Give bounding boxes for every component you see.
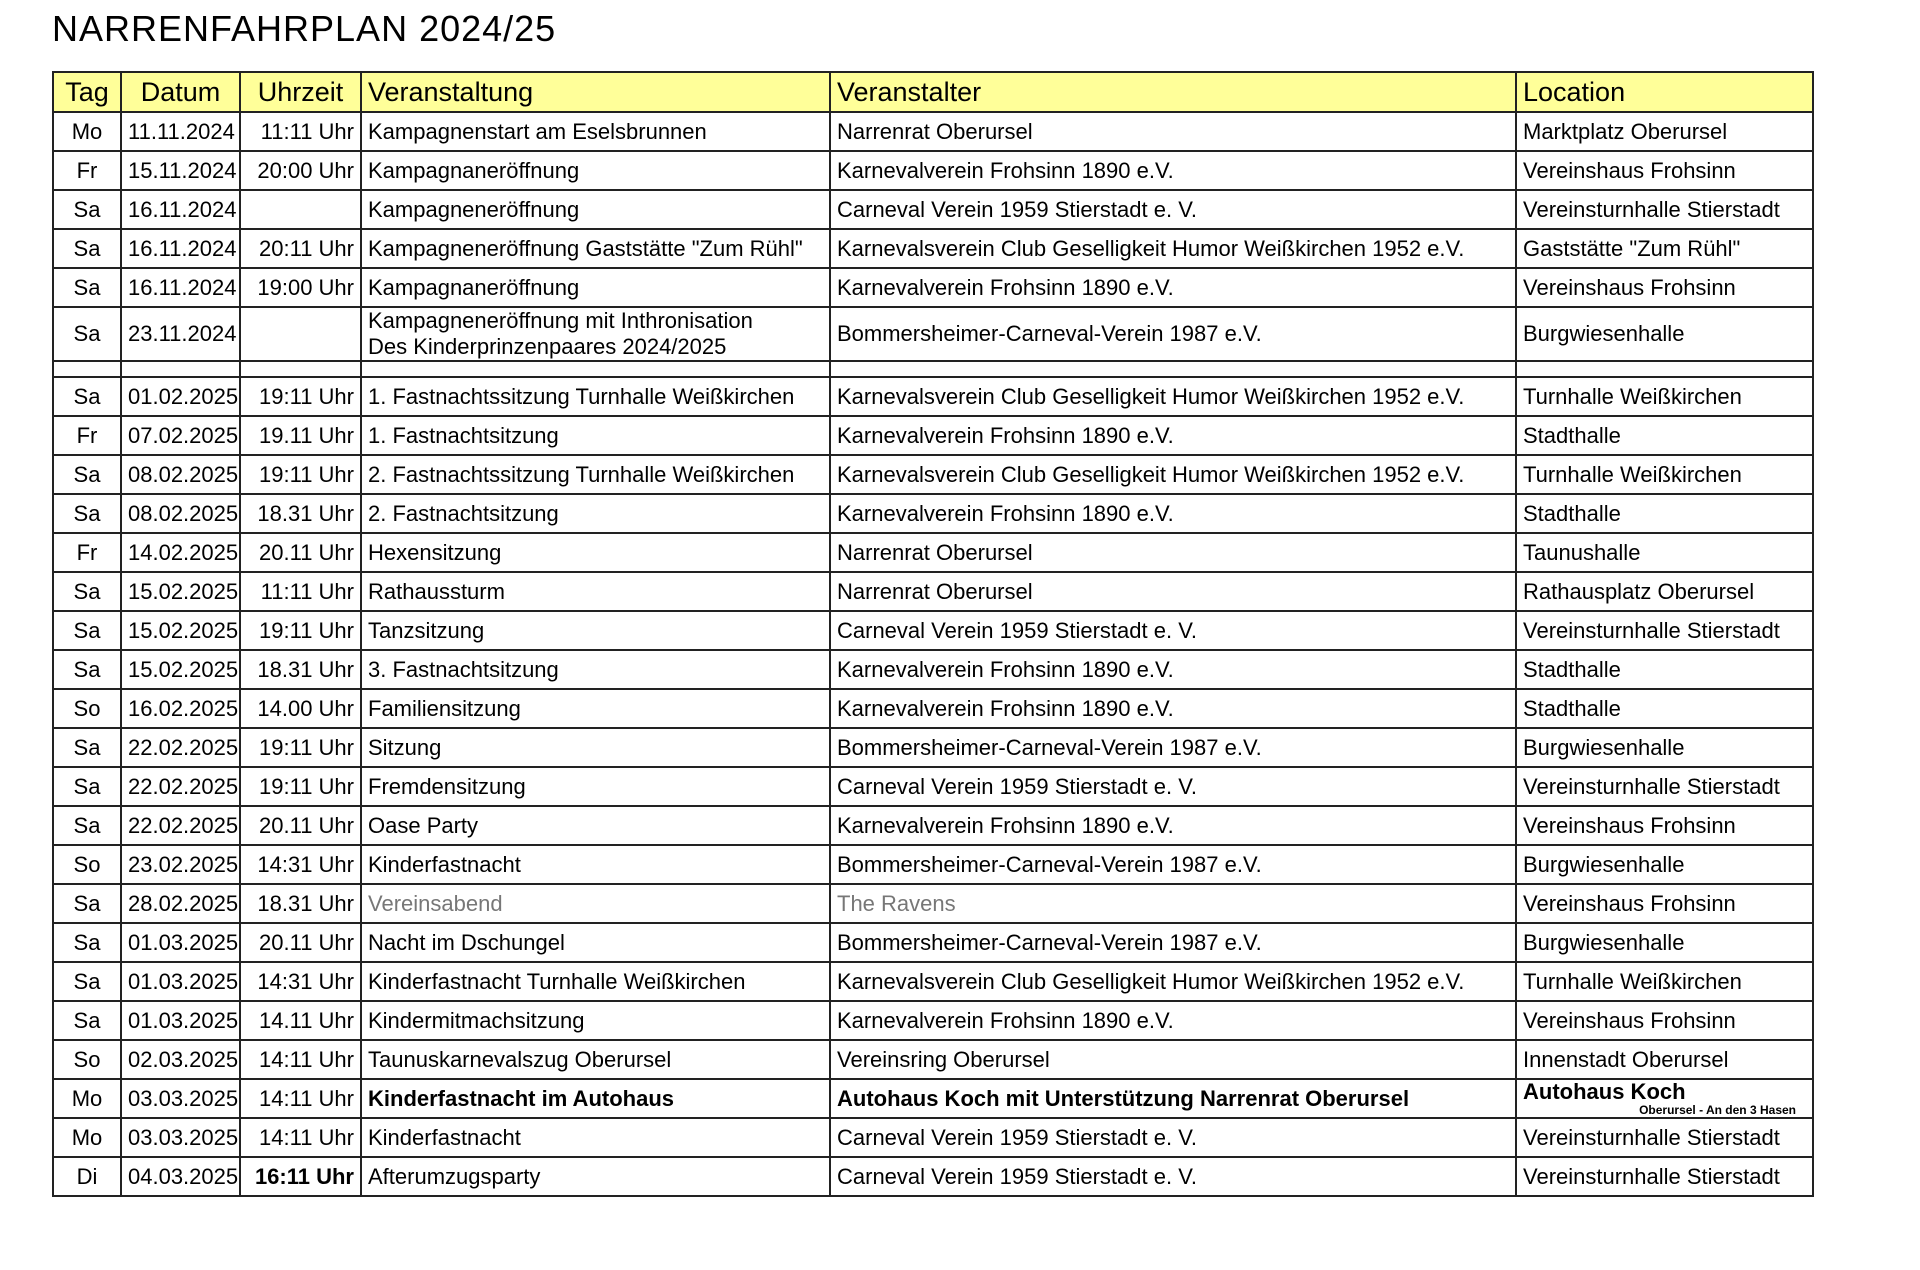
cell-location: Vereinshaus Frohsinn: [1516, 806, 1813, 845]
cell-datum: 01.02.2025: [121, 377, 240, 416]
veranstaltung-line-2: Des Kinderprinzenpaares 2024/2025: [368, 334, 727, 359]
cell-veranstaltung: Kampagnaneröffnung: [361, 151, 830, 190]
cell-veranstalter: Bommersheimer-Carneval-Verein 1987 e.V.: [830, 845, 1516, 884]
veranstaltung-line-1: Kampagneneröffnung mit Inthronisation: [368, 308, 753, 333]
location-sub: Oberursel - An den 3 Hasen: [1639, 1102, 1796, 1117]
cell-datum: 28.02.2025: [121, 884, 240, 923]
cell-veranstaltung: 3. Fastnachtsitzung: [361, 650, 830, 689]
cell-location: Rathausplatz Oberursel: [1516, 572, 1813, 611]
col-header-location: Location: [1516, 72, 1813, 112]
cell-datum: 03.03.2025: [121, 1118, 240, 1157]
table-row: [53, 190, 1813, 229]
cell-veranstalter: Carneval Verein 1959 Stierstadt e. V.: [830, 1157, 1516, 1196]
cell-veranstalter: Karnevalverein Frohsinn 1890 e.V.: [830, 268, 1516, 307]
cell-tag: Sa: [53, 1001, 121, 1040]
cell-location: [1516, 1079, 1813, 1118]
cell-uhrzeit: 14.00 Uhr: [240, 689, 361, 728]
cell-veranstaltung: Kampagneneröffnung Gaststätte "Zum Rühl": [361, 229, 830, 268]
cell-location: Vereinsturnhalle Stierstadt: [1516, 1118, 1813, 1157]
cell-tag: Sa: [53, 268, 121, 307]
cell-veranstalter: Karnevalverein Frohsinn 1890 e.V.: [830, 151, 1516, 190]
col-header-veranstaltung: Veranstaltung: [361, 72, 830, 112]
table-row: [53, 884, 1813, 923]
cell-tag: Sa: [53, 377, 121, 416]
cell-location: Turnhalle Weißkirchen: [1516, 962, 1813, 1001]
cell-location: Marktplatz Oberursel: [1516, 112, 1813, 151]
cell-veranstalter: Karnevalverein Frohsinn 1890 e.V.: [830, 806, 1516, 845]
page-title: NARRENFAHRPLAN 2024/25: [52, 8, 557, 49]
cell-uhrzeit: 19:11 Uhr: [240, 455, 361, 494]
cell-uhrzeit: 11:11 Uhr: [240, 572, 361, 611]
cell-veranstalter: The Ravens: [830, 884, 1516, 923]
cell-location: Turnhalle Weißkirchen: [1516, 455, 1813, 494]
cell-veranstalter: Narrenrat Oberursel: [830, 112, 1516, 151]
cell-veranstaltung: Oase Party: [361, 806, 830, 845]
cell-datum: 23.02.2025: [121, 845, 240, 884]
cell-veranstaltung: 2. Fastnachtssitzung Turnhalle Weißkirchen: [361, 455, 830, 494]
cell-tag: Fr: [53, 416, 121, 455]
spacer-row: [53, 361, 1813, 377]
table-row: [53, 1157, 1813, 1196]
cell-veranstaltung: Kinderfastnacht im Autohaus: [361, 1079, 830, 1118]
cell-veranstalter: Vereinsring Oberursel: [830, 1040, 1516, 1079]
empty-cell: [121, 361, 240, 377]
cell-tag: Sa: [53, 455, 121, 494]
cell-veranstalter: Karnevalsverein Club Geselligkeit Humor Weißkirchen 1952 e.V.: [830, 455, 1516, 494]
empty-cell: [240, 361, 361, 377]
cell-location: Stadthalle: [1516, 689, 1813, 728]
cell-veranstalter: Carneval Verein 1959 Stierstadt e. V.: [830, 190, 1516, 229]
table-row: [53, 689, 1813, 728]
cell-uhrzeit: 20.11 Uhr: [240, 533, 361, 572]
cell-veranstaltung: 1. Fastnachtsitzung: [361, 416, 830, 455]
cell-location: Vereinshaus Frohsinn: [1516, 151, 1813, 190]
cell-tag: Sa: [53, 572, 121, 611]
cell-veranstalter: Karnevalverein Frohsinn 1890 e.V.: [830, 1001, 1516, 1040]
cell-datum: 08.02.2025: [121, 494, 240, 533]
col-header-tag: Tag: [53, 72, 121, 112]
cell-veranstalter: Karnevalsverein Club Geselligkeit Humor Weißkirchen 1952 e.V.: [830, 962, 1516, 1001]
table-row: [53, 268, 1813, 307]
empty-cell: [1516, 361, 1813, 377]
cell-uhrzeit: 19:11 Uhr: [240, 728, 361, 767]
cell-datum: 16.02.2025: [121, 689, 240, 728]
cell-uhrzeit: 14.11 Uhr: [240, 1001, 361, 1040]
table-row: [53, 1118, 1813, 1157]
location-main: Autohaus Koch: [1523, 1079, 1686, 1104]
cell-location: Burgwiesenhalle: [1516, 923, 1813, 962]
cell-veranstaltung: Kampagneneröffnung: [361, 190, 830, 229]
table-row: [53, 229, 1813, 268]
cell-uhrzeit: 20:11 Uhr: [240, 229, 361, 268]
cell-datum: 23.11.2024: [121, 307, 240, 361]
table-row: [53, 533, 1813, 572]
cell-veranstalter: Karnevalverein Frohsinn 1890 e.V.: [830, 689, 1516, 728]
cell-location: Vereinsturnhalle Stierstadt: [1516, 190, 1813, 229]
cell-tag: Mo: [53, 112, 121, 151]
cell-uhrzeit: 18.31 Uhr: [240, 494, 361, 533]
cell-location: Stadthalle: [1516, 650, 1813, 689]
cell-uhrzeit: 20.11 Uhr: [240, 806, 361, 845]
cell-veranstaltung: Tanzsitzung: [361, 611, 830, 650]
cell-location: Burgwiesenhalle: [1516, 845, 1813, 884]
cell-tag: Sa: [53, 923, 121, 962]
cell-location: Burgwiesenhalle: [1516, 728, 1813, 767]
cell-location: Vereinshaus Frohsinn: [1516, 268, 1813, 307]
cell-datum: 15.02.2025: [121, 572, 240, 611]
cell-veranstaltung: Afterumzugsparty: [361, 1157, 830, 1196]
cell-tag: Fr: [53, 533, 121, 572]
cell-veranstalter: Karnevalverein Frohsinn 1890 e.V.: [830, 494, 1516, 533]
cell-tag: Sa: [53, 190, 121, 229]
cell-tag: Sa: [53, 728, 121, 767]
table-row: [53, 1040, 1813, 1079]
cell-location: Vereinshaus Frohsinn: [1516, 1001, 1813, 1040]
cell-veranstaltung: 1. Fastnachtssitzung Turnhalle Weißkirchen: [361, 377, 830, 416]
cell-datum: 07.02.2025: [121, 416, 240, 455]
empty-cell: [830, 361, 1516, 377]
cell-tag: Sa: [53, 767, 121, 806]
cell-veranstalter: Autohaus Koch mit Unterstützung Narrenrat Oberursel: [830, 1079, 1516, 1118]
cell-datum: 16.11.2024: [121, 268, 240, 307]
cell-tag: Sa: [53, 494, 121, 533]
empty-cell: [361, 361, 830, 377]
empty-cell: [53, 361, 121, 377]
cell-tag: Sa: [53, 962, 121, 1001]
table-row: [53, 307, 1813, 361]
cell-datum: 16.11.2024: [121, 229, 240, 268]
cell-uhrzeit: 19:00 Uhr: [240, 268, 361, 307]
cell-datum: 15.02.2025: [121, 650, 240, 689]
cell-veranstaltung: Sitzung: [361, 728, 830, 767]
cell-datum: 04.03.2025: [121, 1157, 240, 1196]
cell-veranstaltung: Hexensitzung: [361, 533, 830, 572]
cell-uhrzeit: 19:11 Uhr: [240, 377, 361, 416]
cell-tag: Sa: [53, 229, 121, 268]
cell-veranstaltung: Kampagnaneröffnung: [361, 268, 830, 307]
table-row: [53, 650, 1813, 689]
cell-uhrzeit: 19.11 Uhr: [240, 416, 361, 455]
cell-tag: Sa: [53, 806, 121, 845]
cell-veranstalter: Carneval Verein 1959 Stierstadt e. V.: [830, 767, 1516, 806]
table-row: [53, 806, 1813, 845]
cell-datum: 03.03.2025: [121, 1079, 240, 1118]
table-row: [53, 1079, 1813, 1118]
cell-location: Burgwiesenhalle: [1516, 307, 1813, 361]
cell-tag: Sa: [53, 650, 121, 689]
cell-datum: 15.02.2025: [121, 611, 240, 650]
cell-veranstaltung: Kinderfastnacht: [361, 1118, 830, 1157]
cell-tag: Di: [53, 1157, 121, 1196]
cell-tag: So: [53, 1040, 121, 1079]
cell-veranstalter: Karnevalverein Frohsinn 1890 e.V.: [830, 416, 1516, 455]
table-row: [53, 455, 1813, 494]
cell-location: Vereinshaus Frohsinn: [1516, 884, 1813, 923]
cell-veranstaltung: Nacht im Dschungel: [361, 923, 830, 962]
cell-tag: Fr: [53, 151, 121, 190]
table-row: [53, 962, 1813, 1001]
cell-uhrzeit: 20:00 Uhr: [240, 151, 361, 190]
cell-uhrzeit: 11:11 Uhr: [240, 112, 361, 151]
cell-veranstaltung: Vereinsabend: [361, 884, 830, 923]
cell-location: Stadthalle: [1516, 416, 1813, 455]
cell-tag: Sa: [53, 884, 121, 923]
table-row: [53, 611, 1813, 650]
cell-veranstaltung: Kinderfastnacht Turnhalle Weißkirchen: [361, 962, 830, 1001]
cell-veranstalter: Bommersheimer-Carneval-Verein 1987 e.V.: [830, 728, 1516, 767]
cell-uhrzeit: 19:11 Uhr: [240, 767, 361, 806]
cell-uhrzeit: [240, 190, 361, 229]
cell-tag: Sa: [53, 611, 121, 650]
cell-datum: 22.02.2025: [121, 806, 240, 845]
table-row: [53, 767, 1813, 806]
cell-datum: 16.11.2024: [121, 190, 240, 229]
table-row: [53, 416, 1813, 455]
cell-uhrzeit: [240, 307, 361, 361]
header-row: [53, 72, 1813, 112]
cell-veranstalter: Carneval Verein 1959 Stierstadt e. V.: [830, 611, 1516, 650]
cell-location: Vereinsturnhalle Stierstadt: [1516, 767, 1813, 806]
cell-veranstaltung: Kinderfastnacht: [361, 845, 830, 884]
cell-uhrzeit: 16:11 Uhr: [240, 1157, 361, 1196]
cell-datum: 08.02.2025: [121, 455, 240, 494]
cell-datum: 22.02.2025: [121, 728, 240, 767]
cell-uhrzeit: 14:31 Uhr: [240, 845, 361, 884]
cell-uhrzeit: 18.31 Uhr: [240, 884, 361, 923]
cell-tag: Sa: [53, 307, 121, 361]
cell-tag: Mo: [53, 1118, 121, 1157]
cell-veranstalter: Narrenrat Oberursel: [830, 572, 1516, 611]
col-header-datum: Datum: [121, 72, 240, 112]
cell-datum: 01.03.2025: [121, 962, 240, 1001]
col-header-veranstalter: Veranstalter: [830, 72, 1516, 112]
table-row: [53, 151, 1813, 190]
cell-uhrzeit: 14:11 Uhr: [240, 1079, 361, 1118]
cell-datum: 01.03.2025: [121, 923, 240, 962]
cell-uhrzeit: 14:11 Uhr: [240, 1040, 361, 1079]
table-row: [53, 923, 1813, 962]
cell-datum: 15.11.2024: [121, 151, 240, 190]
table-row: [53, 572, 1813, 611]
cell-location: Vereinsturnhalle Stierstadt: [1516, 611, 1813, 650]
cell-location: Turnhalle Weißkirchen: [1516, 377, 1813, 416]
cell-location: Innenstadt Oberursel: [1516, 1040, 1813, 1079]
col-header-uhrzeit: Uhrzeit: [240, 72, 361, 112]
cell-tag: Mo: [53, 1079, 121, 1118]
cell-uhrzeit: 20.11 Uhr: [240, 923, 361, 962]
cell-veranstalter: Karnevalsverein Club Geselligkeit Humor Weißkirchen 1952 e.V.: [830, 377, 1516, 416]
cell-uhrzeit: 14:31 Uhr: [240, 962, 361, 1001]
table-row: [53, 1001, 1813, 1040]
table-row: [53, 728, 1813, 767]
cell-uhrzeit: 18.31 Uhr: [240, 650, 361, 689]
cell-veranstalter: Bommersheimer-Carneval-Verein 1987 e.V.: [830, 307, 1516, 361]
cell-veranstalter: Karnevalsverein Club Geselligkeit Humor Weißkirchen 1952 e.V.: [830, 229, 1516, 268]
cell-datum: 01.03.2025: [121, 1001, 240, 1040]
table-row: [53, 377, 1813, 416]
cell-datum: 14.02.2025: [121, 533, 240, 572]
cell-veranstaltung: Kindermitmachsitzung: [361, 1001, 830, 1040]
cell-uhrzeit: 19:11 Uhr: [240, 611, 361, 650]
table-row: [53, 112, 1813, 151]
table-row: [53, 845, 1813, 884]
cell-location: Stadthalle: [1516, 494, 1813, 533]
cell-veranstaltung: Taunuskarnevalszug Oberursel: [361, 1040, 830, 1079]
table-row: [53, 494, 1813, 533]
cell-tag: So: [53, 689, 121, 728]
cell-veranstalter: Karnevalverein Frohsinn 1890 e.V.: [830, 650, 1516, 689]
cell-tag: So: [53, 845, 121, 884]
cell-datum: 11.11.2024: [121, 112, 240, 151]
cell-veranstaltung: Rathaussturm: [361, 572, 830, 611]
cell-veranstalter: Carneval Verein 1959 Stierstadt e. V.: [830, 1118, 1516, 1157]
cell-location: Taunushalle: [1516, 533, 1813, 572]
cell-veranstaltung: 2. Fastnachtsitzung: [361, 494, 830, 533]
cell-uhrzeit: 14:11 Uhr: [240, 1118, 361, 1157]
cell-veranstalter: Narrenrat Oberursel: [830, 533, 1516, 572]
cell-location: Vereinsturnhalle Stierstadt: [1516, 1157, 1813, 1196]
cell-veranstalter: Bommersheimer-Carneval-Verein 1987 e.V.: [830, 923, 1516, 962]
cell-veranstaltung: [361, 307, 830, 361]
cell-veranstaltung: Kampagnenstart am Eselsbrunnen: [361, 112, 830, 151]
schedule-table: [52, 71, 1814, 1197]
cell-veranstaltung: Fremdensitzung: [361, 767, 830, 806]
cell-location: Gaststätte "Zum Rühl": [1516, 229, 1813, 268]
cell-veranstaltung: Familiensitzung: [361, 689, 830, 728]
cell-datum: 22.02.2025: [121, 767, 240, 806]
cell-datum: 02.03.2025: [121, 1040, 240, 1079]
